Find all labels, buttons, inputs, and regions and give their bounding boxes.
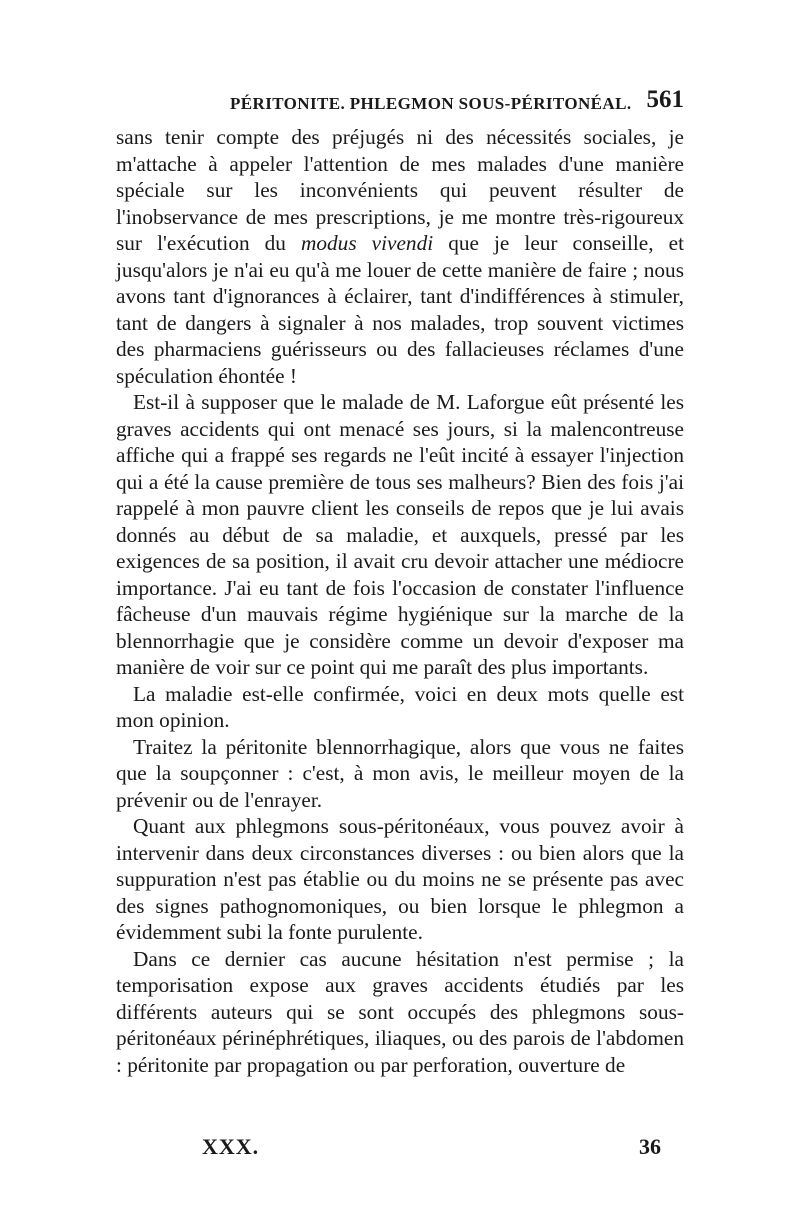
paragraph-5: Quant aux phlegmons sous-péritonéaux, vous pouvez avoir à intervenir dans deux circonstances diverses : ou bien alors que la suppuration n'est pas établie ou du moins ne se présente pas avec des signes pathognomoniques, ou bien lorsque le phlegmon a évidemment subi la fonte purulente. [116,814,684,944]
paragraph-3: La maladie est-elle confirmée, voici en deux mots quelle est mon opinion. [116,681,684,732]
body-text [116,124,684,1078]
paragraph-1-part-a: sans tenir compte des préjugés ni des nécessités sociales, je m'attache à appeler l'attention de mes malades d'une manière spéciale sur les inconvénients qui peuvent résulter de l'inobservance de mes prescriptions, je me montre très-rigoureux sur l'exécution du [116,125,684,255]
signature-mark: XXX. [202,1134,260,1159]
paragraph-1-part-b: que je leur conseille, et jusqu'alors je n'ai eu qu'à me louer de cette manière de faire ; nous avons tant d'ignorances à éclairer, tant d'indifférences à stimuler, tant de dangers à signaler à nos malades, trop souvent victimes des pharmaciens guérisseurs ou des fallacieuses réclames d'une spéculation éhontée ! [116,231,684,388]
paragraph-6: Dans ce dernier cas aucune hésitation n'est permise ; la temporisation expose aux graves accidents étudiés par les différents auteurs qui se sont occupés des phlegmons sous-péritonéaux périnéphrétiques, iliaques, ou des parois de l'abdomen : péritonite par propagation ou par perforation, ouverture de [116,946,684,1077]
page-number: 561 [646,86,684,113]
paragraph-1-italic: modus vivendi [301,231,434,255]
page-header [116,86,684,118]
paragraph-2: Est-il à supposer que le malade de M. Laforgue eût présenté les graves accidents qui ont menacé ses jours, si la malencontreuse affiche qui a frappé ses regards ne l'eût incité à essayer l'injection qui a été la cause première de tous ses malheurs? Bien des fois j'ai rappelé à mon pauvre client les conseils de repos que je lui avais donnés au début de sa maladie, et auxquels, pressé par les exigences de sa position, il avait cru devoir attacher une médiocre importance. J'ai eu tant de fois l'occasion de constater l'influence fâcheuse d'un mauvais régime hygiénique sur la marche de la blennorrhagie que je considère comme un devoir d'exposer ma manière de voir sur ce point qui me paraît des plus importants. [116,390,684,679]
page-footer [116,1134,684,1162]
running-head: PÉRITONITE. PHLEGMON SOUS-PÉRITONÉAL. [230,94,632,113]
sheet-number: 36 [639,1134,661,1159]
paragraph-4: Traitez la péritonite blennorrhagique, alors que vous ne faites que la soupçonner : c'est, à mon avis, le meilleur moyen de la prévenir ou de l'enrayer. [116,734,684,812]
paragraph-1 [116,124,684,389]
